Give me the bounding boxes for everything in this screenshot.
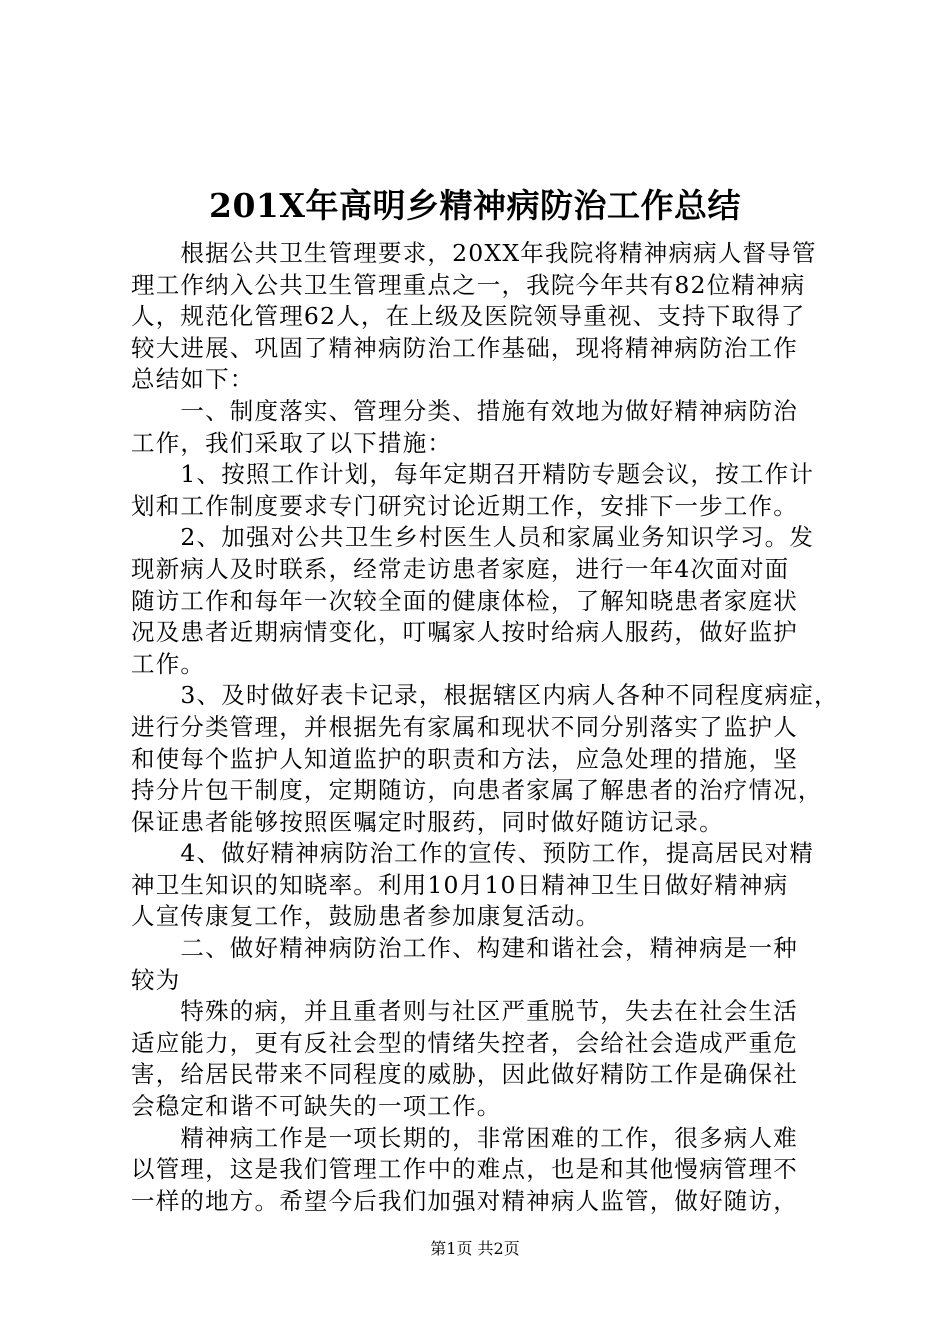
text-line: 1、按照工作计划，每年定期召开精防专题会议，按工作计 <box>131 460 815 489</box>
document-body <box>131 238 839 1217</box>
text-line: 一样的地方。希望今后我们加强对精神病人监管，做好随访， <box>131 1186 798 1215</box>
text-line: 害，给居民带来不同程度的威胁，因此做好精防工作是确保社 <box>131 1060 798 1089</box>
text-line: 一、制度落实、管理分类、措施有效地为做好精神病防治 <box>131 396 798 425</box>
text-line: 随访工作和每年一次较全面的健康体检，了解知晓患者家庭状 <box>131 586 798 615</box>
text-line: 划和工作制度要求专门研究讨论近期工作，安排下一步工作。 <box>131 491 798 520</box>
text-line: 会稳定和谐不可缺失的一项工作。 <box>131 1092 502 1121</box>
text-line: 特殊的病，并且重者则与社区严重脱节，失去在社会生活 <box>131 997 798 1026</box>
text-line: 况及患者近期病情变化，叮嘱家人按时给病人服药，做好监护 <box>131 618 798 647</box>
text-line: 总结如下： <box>131 365 255 394</box>
text-line: 和使每个监护人知道监护的职责和方法，应急处理的措施，坚 <box>131 744 798 773</box>
text-line: 理工作纳入公共卫生管理重点之一，我院今年共有82位精神病 <box>131 270 806 299</box>
text-line: 较大进展、巩固了精神病防治工作基础，现将精神病防治工作 <box>131 333 798 362</box>
text-line: 持分片包干制度，定期随访，向患者家属了解患者的治疗情况， <box>131 776 823 805</box>
text-line: 现新病人及时联系，经常走访患者家庭，进行一年4次面对面 <box>131 554 790 583</box>
text-line: 保证患者能够按照医嘱定时服药，同时做好随访记录。 <box>131 807 724 836</box>
text-line: 3、及时做好表卡记录，根据辖区内病人各种不同程度病症， <box>131 681 839 710</box>
page-footer: 第1页 共2页 <box>430 1239 520 1258</box>
text-line: 二、做好精神病防治工作、构建和谐社会，精神病是一种 <box>131 934 798 963</box>
text-line: 精神病工作是一项长期的，非常困难的工作，很多病人难 <box>131 1123 798 1152</box>
text-line: 神卫生知识的知晓率。利用10月10日精神卫生日做好精神病 <box>131 870 789 899</box>
text-line: 以管理，这是我们管理工作中的难点，也是和其他慢病管理不 <box>131 1155 798 1184</box>
text-line: 4、做好精神病防治工作的宣传、预防工作，提高居民对精 <box>131 839 815 868</box>
text-line: 2、加强对公共卫生乡村医生人员和家属业务知识学习。发 <box>131 523 815 552</box>
text-line: 工作。 <box>131 649 206 678</box>
text-line: 人，规范化管理62人，在上级及医院领导重视、支持下取得了 <box>131 302 806 331</box>
text-line: 根据公共卫生管理要求，20XX年我院将精神病病人督导管 <box>131 239 817 267</box>
text-line: 较为 <box>131 965 181 994</box>
text-line: 工作，我们采取了以下措施： <box>131 428 453 457</box>
text-line: 人宣传康复工作，鼓励患者参加康复活动。 <box>131 902 601 931</box>
text-line: 进行分类管理，并根据先有家属和现状不同分别落实了监护人 <box>131 712 798 741</box>
page-title: 201X年高明乡精神病防治工作总结 <box>209 186 741 225</box>
text-line: 适应能力，更有反社会型的情绪失控者，会给社会造成严重危 <box>131 1028 798 1057</box>
